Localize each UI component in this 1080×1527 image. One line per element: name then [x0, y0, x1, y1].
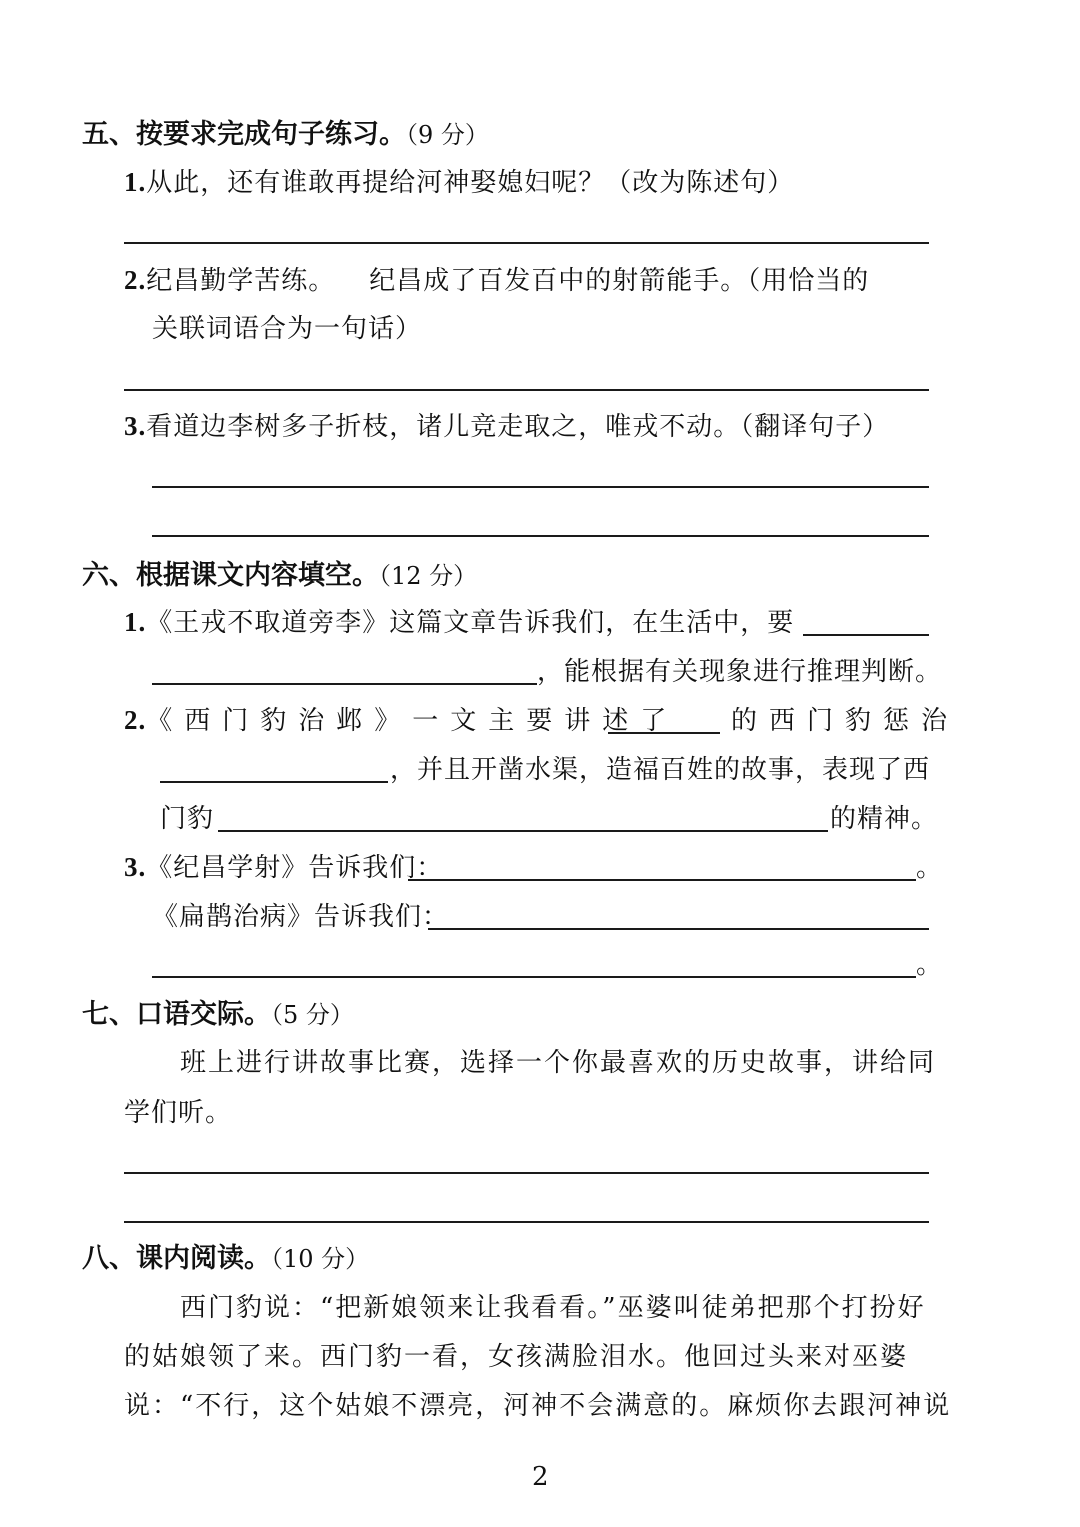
section-7-points: （5 分）	[271, 1001, 354, 1029]
question-text: 《王戎不取道旁李》这篇文章告诉我们，在生活中，要	[146, 608, 795, 638]
section-8-heading	[82, 1236, 369, 1275]
question-6-2-c: ，并且开凿水渠，造福百姓的故事，表现了西	[390, 755, 931, 785]
fill-blank[interactable]	[803, 634, 929, 636]
answer-line[interactable]	[124, 389, 929, 391]
reading-line2: 的姑娘领了来。西门豹一看，女孩满脸泪水。他回过头来对巫婆	[124, 1342, 909, 1372]
section-7-prompt-line2: 学们听。	[124, 1098, 233, 1128]
answer-line[interactable]	[124, 1221, 929, 1223]
question-number: 1.	[124, 607, 147, 637]
question-number: 1.	[124, 167, 147, 197]
question-5-3	[124, 406, 889, 443]
answer-line[interactable]	[124, 1172, 929, 1174]
fill-blank[interactable]	[152, 976, 916, 978]
question-text: 《纪昌学射》告诉我们：	[146, 853, 444, 883]
answer-line[interactable]	[124, 242, 929, 244]
question-6-3	[124, 847, 443, 884]
fill-blank[interactable]	[608, 732, 720, 734]
fill-blank[interactable]	[218, 830, 828, 832]
question-6-2-e: 的精神。	[830, 804, 939, 834]
question-text: 纪昌勤学苦练。	[146, 266, 336, 296]
question-text: 纪昌成了百发百中的射箭能手。（用恰当的	[369, 266, 870, 296]
fill-blank[interactable]	[160, 781, 388, 783]
question-5-2	[124, 260, 869, 297]
section-6-title: 六、根据课文内容填空。	[82, 560, 379, 591]
question-number: 2.	[124, 265, 147, 295]
answer-line[interactable]	[152, 535, 929, 537]
period: 。	[916, 853, 944, 883]
reading-line3: 说：“不行，这个姑娘不漂亮，河神不会满意的。麻烦你去跟河神说	[124, 1391, 952, 1421]
question-text: 看道边李树多子折枝，诸儿竞走取之，唯戎不动。（翻译句子）	[146, 412, 890, 442]
question-6-2-d: 门豹	[160, 804, 215, 834]
question-5-1	[124, 162, 794, 199]
section-8-points: （10 分）	[271, 1245, 370, 1273]
section-6-points: （12 分）	[379, 562, 478, 590]
question-text: 从此，还有谁敢再提给河神娶媳妇呢？（改为陈述句）	[146, 168, 795, 198]
question-number: 3.	[124, 411, 147, 441]
section-5-points: （9 分）	[406, 121, 489, 149]
fill-blank[interactable]	[428, 928, 929, 930]
section-5-title: 五、按要求完成句子练习。	[82, 119, 406, 150]
section-8-title: 八、课内阅读。	[82, 1243, 271, 1274]
question-text: 《西门豹治邺》一文主要讲述了	[146, 706, 679, 736]
fill-blank[interactable]	[152, 683, 537, 685]
answer-line[interactable]	[152, 486, 929, 488]
page-number: 2	[532, 1462, 549, 1492]
question-6-1-cont: ，能根据有关现象进行推理判断。	[537, 657, 943, 687]
question-6-3-b: 《扁鹊治病》告诉我们：	[152, 902, 450, 932]
question-6-1	[124, 602, 794, 639]
section-7-heading	[82, 992, 354, 1031]
question-5-2-cont: 关联词语合为一句话）	[152, 314, 423, 344]
section-5-heading	[82, 112, 489, 151]
reading-line1: 西门豹说：“把新娘领来让我看看。”巫婆叫徒弟把那个打扮好	[180, 1293, 926, 1323]
section-7-prompt-line1: 班上进行讲故事比赛，选择一个你最喜欢的历史故事，讲给同	[180, 1048, 937, 1078]
question-6-2-b: 的西门豹惩治	[731, 706, 960, 736]
period: 。	[916, 950, 944, 980]
question-number: 2.	[124, 705, 147, 735]
section-7-title: 七、口语交际。	[82, 999, 271, 1030]
fill-blank[interactable]	[408, 879, 916, 881]
question-6-2	[124, 700, 678, 737]
question-number: 3.	[124, 852, 147, 882]
section-6-heading	[82, 553, 477, 592]
